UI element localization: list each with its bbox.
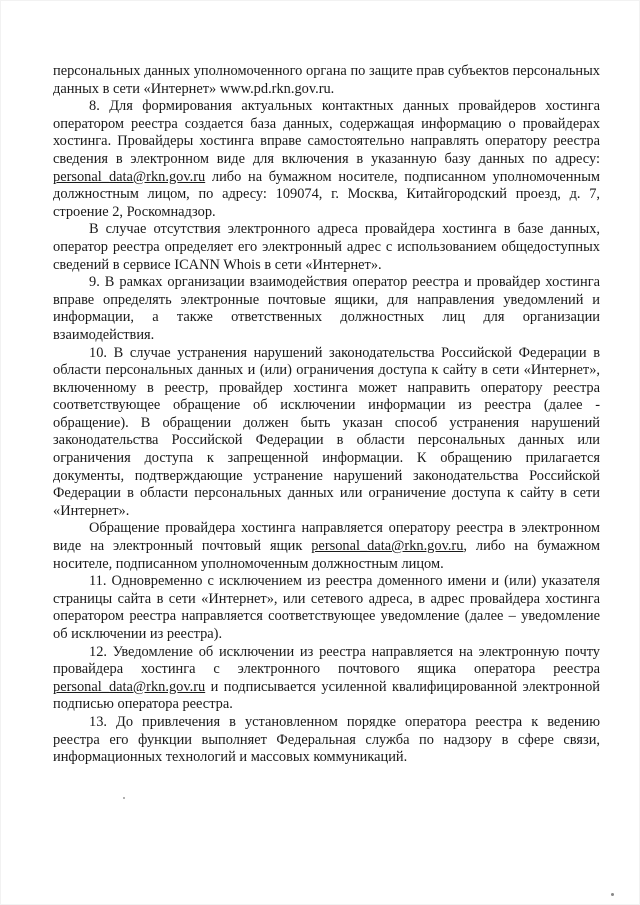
paragraph-10-appeal [53,520,600,573]
paragraph-9: 9. В рамках организации взаимодействия оператор реестра и провайдер хостинга вправе определять электронные почтовые ящики, для направления уведомлений и информации, а также ответственных должностных лиц для организации взаимодействия. [53,274,600,343]
paragraph-12-text-end: и подписывается усиленной квалифицированной электронной подписью оператора реестра. [53,678,600,713]
scan-speck [611,893,614,896]
paragraph-12-text-start: 12. Уведомление об исключении из реестра направляется на электронную почту провайдера хостинга с электронного почтового ящика оператора реестра [53,643,600,678]
paragraph-10: 10. В случае устранения нарушений законодательства Российской Федерации в области персональных данных и (или) ограничения доступа к сайту в сети «Интернет», включенному в реестр, провайдер хостинга может направить оператору реестра соответствующее обращение об исключении информации из реестра (далее - обращение). В обращении должен быть указан способ устранения нарушений законодательства Российской Федерации в области персональных данных или ограничения доступа к запрещенной информации. К обращению прилагается документы, подтверждающие устранение нарушений законодательства Российской Федерации в области персональных данных или ограничение доступа к сайту в сети «Интернет». [53,344,600,519]
paragraph-10-appeal-end: , либо на бумажном носителе, подписанном уполномоченным должностным лицом. [53,538,600,572]
paragraph-11: 11. Одновременно с исключением из реестра доменного имени и (или) указателя страницы сайта в сети «Интернет», или сетевого адреса, в адрес провайдера хостинга оператором реестра направляется соответствующее уведомление (далее – уведомление об исключении из реестра). [53,573,600,642]
paragraph-12 [53,644,600,714]
email-link: personal_data@rkn.gov.ru [311,538,464,555]
email-link: personal_data@rkn.gov.ru [53,678,206,695]
paragraph-8 [53,98,600,221]
email-link: personal_data@rkn.gov.ru [53,168,206,185]
paragraph-10-appeal-start: Обращение провайдера хостинга направляется оператору реестра в электронном виде на электронный почтовый ящик [53,520,600,555]
paragraph-continuation: персональных данных уполномоченного органа по защите прав субъектов персональных данных в сети «Интернет» www.pd.rkn.gov.ru. [53,63,600,97]
scan-speck [123,797,125,799]
paragraph-8-text-start: 8. Для формирования актуальных контактных данных провайдеров хостинга оператором реестра создается база данных, содержащая информацию о провайдерах хостинга. Провайдеры хостинга вправе самостоятельно направлять оператору реестра сведения в электронном виде для включения в указанную базу данных по адресу: [53,98,600,167]
paragraph-8-text-end: либо на бумажном носителе, подписанном уполномоченным должностным лицом, по адресу: 109074, г. Москва, Китайгородский проезд, д. 7, строение 2, Роскомнадзор. [53,168,600,220]
paragraph-13: 13. До привлечения в установленном порядке оператора реестра к ведению реестра его функции выполняет Федеральная служба по надзору в сфере связи, информационных технологий и массовых коммуникаций. [53,713,600,766]
paragraph-8-whois: В случае отсутствия электронного адреса провайдера хостинга в базе данных, оператор реестра определяет его электронный адрес с использованием общедоступных сведений в сервисе ICANN Whois в сети «Интернет». [53,221,600,273]
